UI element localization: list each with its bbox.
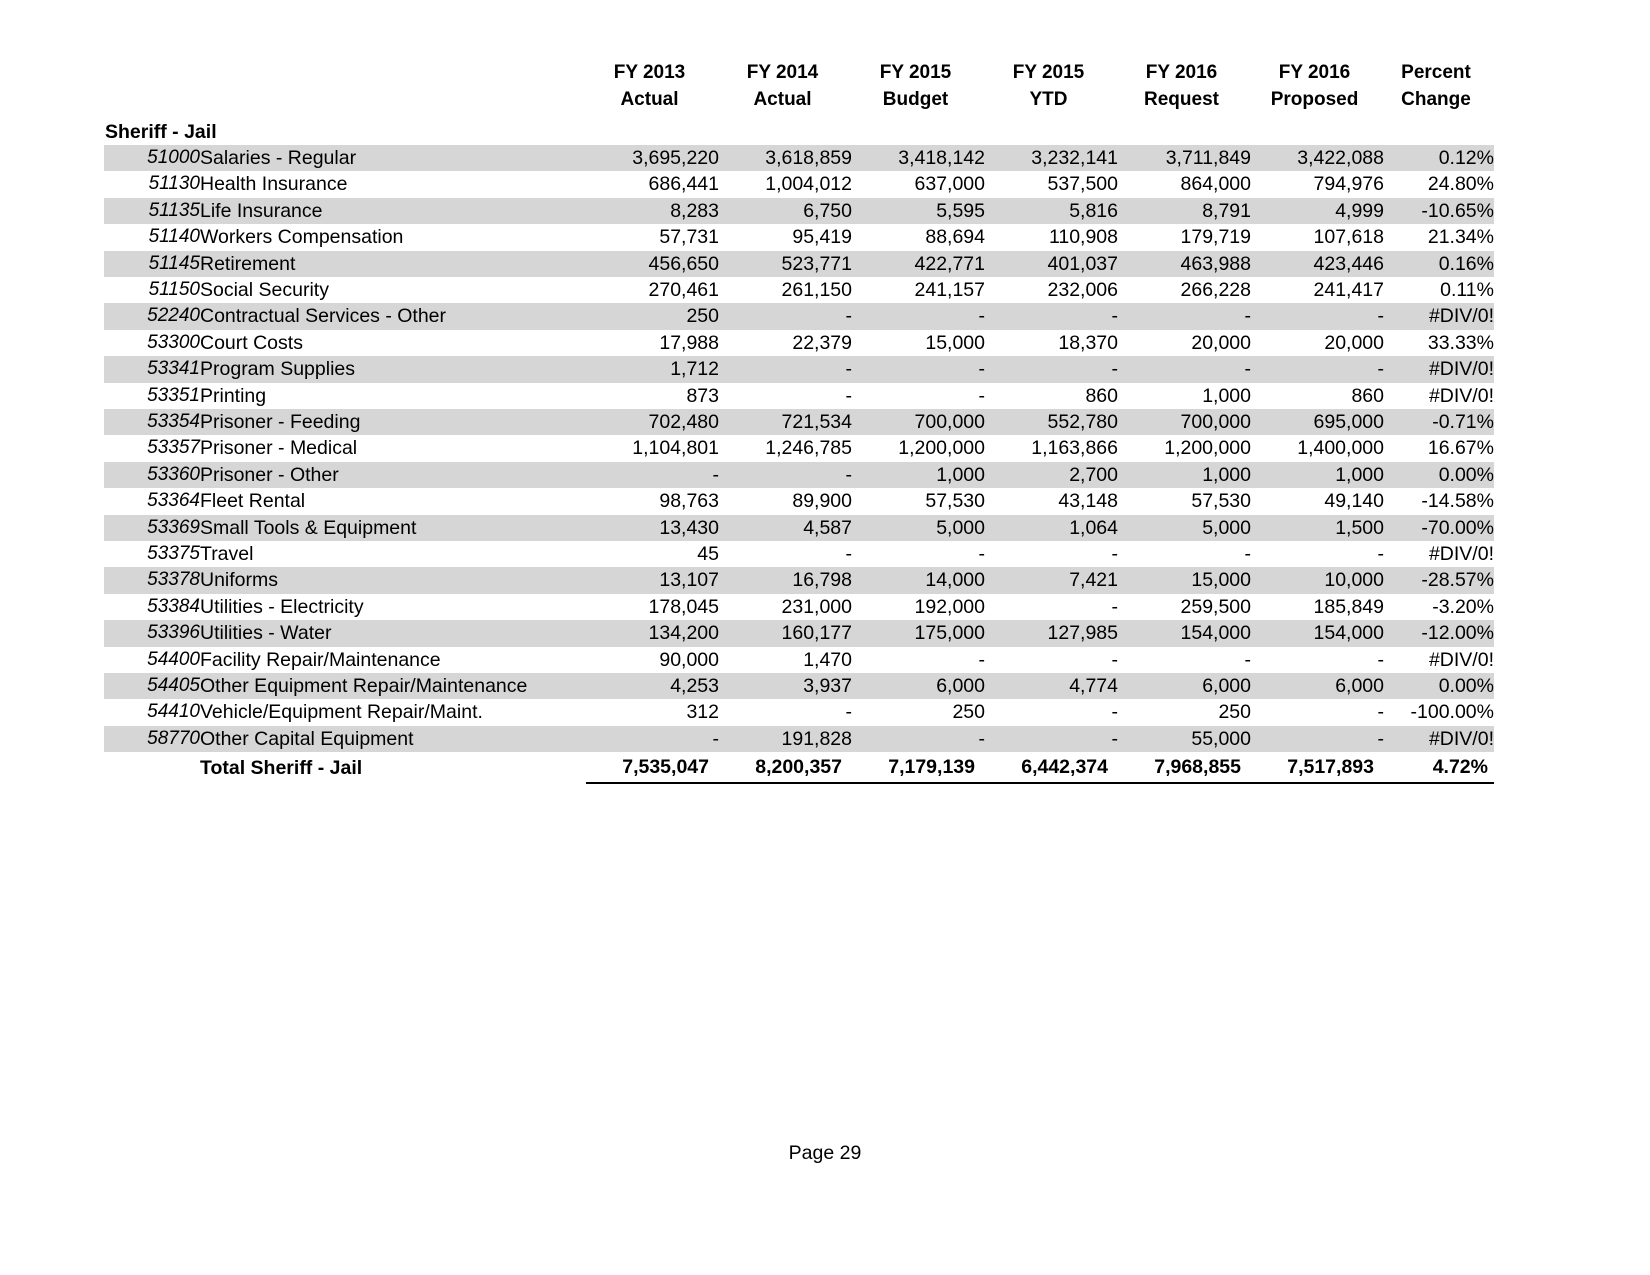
cell-fy2013-actual: 98,763 xyxy=(586,488,719,514)
account-code: 53375 xyxy=(104,541,200,567)
table-row xyxy=(104,699,1494,725)
cell-fy2014-actual: 6,750 xyxy=(719,198,852,224)
cell-fy2013-actual: 45 xyxy=(586,541,719,567)
account-description: Utilities - Electricity xyxy=(200,594,586,620)
cell-percent-change: -14.58% xyxy=(1384,488,1494,514)
table-row xyxy=(104,462,1494,488)
cell-fy2015-budget: 14,000 xyxy=(852,567,985,593)
cell-fy2016-request: 5,000 xyxy=(1118,515,1251,541)
account-description: Prisoner - Medical xyxy=(200,435,586,461)
total-fy2016-proposed: 7,517,893 xyxy=(1251,752,1384,783)
table-row xyxy=(104,594,1494,620)
cell-fy2015-budget: 5,595 xyxy=(852,198,985,224)
cell-fy2015-ytd: - xyxy=(985,647,1118,673)
cell-percent-change: 0.00% xyxy=(1384,462,1494,488)
total-fy2013-actual: 7,535,047 xyxy=(586,752,719,783)
cell-fy2014-actual: 261,150 xyxy=(719,277,852,303)
cell-fy2014-actual: - xyxy=(719,303,852,329)
cell-fy2013-actual: 90,000 xyxy=(586,647,719,673)
header-line-2: Request xyxy=(1144,88,1219,110)
cell-fy2014-actual: - xyxy=(719,541,852,567)
cell-fy2014-actual: 3,937 xyxy=(719,673,852,699)
account-code: 54405 xyxy=(104,673,200,699)
account-description: Utilities - Water xyxy=(200,620,586,646)
cell-fy2015-ytd: 127,985 xyxy=(985,620,1118,646)
cell-fy2014-actual: 4,587 xyxy=(719,515,852,541)
cell-fy2015-ytd: 1,064 xyxy=(985,515,1118,541)
table-row xyxy=(104,224,1494,250)
cell-fy2015-budget: 1,000 xyxy=(852,462,985,488)
account-description: Small Tools & Equipment xyxy=(200,515,586,541)
cell-fy2015-ytd: 3,232,141 xyxy=(985,145,1118,171)
table-row xyxy=(104,488,1494,514)
account-description: Retirement xyxy=(200,251,586,277)
table-row xyxy=(104,198,1494,224)
budget-table xyxy=(104,60,1494,784)
cell-percent-change: -70.00% xyxy=(1384,515,1494,541)
cell-fy2015-ytd: 110,908 xyxy=(985,224,1118,250)
table-row xyxy=(104,145,1494,171)
total-fy2015-ytd: 6,442,374 xyxy=(985,752,1118,783)
cell-fy2015-ytd: - xyxy=(985,699,1118,725)
cell-fy2015-budget: 3,418,142 xyxy=(852,145,985,171)
cell-percent-change: 0.11% xyxy=(1384,277,1494,303)
table-row xyxy=(104,515,1494,541)
account-code: 53396 xyxy=(104,620,200,646)
cell-fy2014-actual: 160,177 xyxy=(719,620,852,646)
cell-fy2015-ytd: 4,774 xyxy=(985,673,1118,699)
cell-fy2016-request: 864,000 xyxy=(1118,171,1251,197)
cell-fy2016-request: 55,000 xyxy=(1118,726,1251,752)
cell-fy2015-budget: - xyxy=(852,383,985,409)
cell-fy2014-actual: 523,771 xyxy=(719,251,852,277)
cell-fy2013-actual: 270,461 xyxy=(586,277,719,303)
cell-fy2013-actual: - xyxy=(586,462,719,488)
cell-fy2016-proposed: 3,422,088 xyxy=(1251,145,1384,171)
account-description: Printing xyxy=(200,383,586,409)
cell-fy2013-actual: 1,712 xyxy=(586,356,719,382)
cell-fy2016-request: 57,530 xyxy=(1118,488,1251,514)
cell-fy2016-proposed: 860 xyxy=(1251,383,1384,409)
table-row xyxy=(104,726,1494,752)
cell-percent-change: -100.00% xyxy=(1384,699,1494,725)
account-code: 51150 xyxy=(104,277,200,303)
column-header-fy2015-budget xyxy=(852,60,985,114)
cell-fy2016-request: 1,000 xyxy=(1118,462,1251,488)
table-row xyxy=(104,356,1494,382)
cell-percent-change: 0.00% xyxy=(1384,673,1494,699)
table-header xyxy=(104,60,1494,114)
cell-fy2015-budget: - xyxy=(852,356,985,382)
header-line-2: Change xyxy=(1401,88,1471,110)
cell-percent-change: 0.12% xyxy=(1384,145,1494,171)
cell-fy2013-actual: 3,695,220 xyxy=(586,145,719,171)
cell-fy2016-request: 6,000 xyxy=(1118,673,1251,699)
cell-percent-change: -3.20% xyxy=(1384,594,1494,620)
cell-fy2014-actual: 89,900 xyxy=(719,488,852,514)
cell-fy2016-request: 3,711,849 xyxy=(1118,145,1251,171)
account-code: 51140 xyxy=(104,224,200,250)
cell-fy2016-request: 259,500 xyxy=(1118,594,1251,620)
cell-fy2016-proposed: 1,500 xyxy=(1251,515,1384,541)
section-title: Sheriff - Jail xyxy=(104,114,1494,145)
cell-fy2015-budget: - xyxy=(852,726,985,752)
account-description: Vehicle/Equipment Repair/Maint. xyxy=(200,699,586,725)
cell-fy2016-proposed: 10,000 xyxy=(1251,567,1384,593)
header-line-1: FY 2016 xyxy=(1145,62,1218,83)
account-code: 53300 xyxy=(104,330,200,356)
account-description: Fleet Rental xyxy=(200,488,586,514)
cell-fy2015-ytd: 18,370 xyxy=(985,330,1118,356)
account-code: 54400 xyxy=(104,647,200,673)
header-line-1: FY 2016 xyxy=(1278,62,1351,83)
cell-fy2014-actual: 3,618,859 xyxy=(719,145,852,171)
cell-fy2014-actual: 191,828 xyxy=(719,726,852,752)
cell-fy2015-ytd: - xyxy=(985,541,1118,567)
cell-percent-change: #DIV/0! xyxy=(1384,303,1494,329)
cell-fy2013-actual: 57,731 xyxy=(586,224,719,250)
cell-fy2016-proposed: - xyxy=(1251,726,1384,752)
column-header-fy2015-ytd xyxy=(985,60,1118,114)
account-code: 52240 xyxy=(104,303,200,329)
header-line-1: FY 2013 xyxy=(613,62,686,83)
cell-fy2016-proposed: - xyxy=(1251,303,1384,329)
cell-fy2016-request: - xyxy=(1118,541,1251,567)
cell-fy2016-proposed: - xyxy=(1251,356,1384,382)
cell-percent-change: 0.16% xyxy=(1384,251,1494,277)
cell-fy2016-request: 20,000 xyxy=(1118,330,1251,356)
cell-percent-change: 16.67% xyxy=(1384,435,1494,461)
cell-fy2016-proposed: 49,140 xyxy=(1251,488,1384,514)
total-row xyxy=(104,752,1494,783)
total-percent-change: 4.72% xyxy=(1384,752,1494,783)
account-code: 53351 xyxy=(104,383,200,409)
account-code: 53357 xyxy=(104,435,200,461)
header-line-1: FY 2014 xyxy=(746,62,819,83)
table-row xyxy=(104,277,1494,303)
account-description: Travel xyxy=(200,541,586,567)
cell-fy2016-proposed: 20,000 xyxy=(1251,330,1384,356)
account-code: 53341 xyxy=(104,356,200,382)
cell-fy2013-actual: 250 xyxy=(586,303,719,329)
cell-fy2013-actual: 4,253 xyxy=(586,673,719,699)
column-header-fy2014-actual xyxy=(719,60,852,114)
cell-fy2015-budget: - xyxy=(852,647,985,673)
cell-fy2016-proposed: - xyxy=(1251,647,1384,673)
account-code: 53364 xyxy=(104,488,200,514)
cell-fy2016-request: - xyxy=(1118,647,1251,673)
cell-fy2015-ytd: 860 xyxy=(985,383,1118,409)
header-line-1: FY 2015 xyxy=(879,62,952,83)
cell-fy2014-actual: - xyxy=(719,699,852,725)
cell-fy2016-proposed: 423,446 xyxy=(1251,251,1384,277)
account-code: 51135 xyxy=(104,198,200,224)
cell-fy2015-ytd: 5,816 xyxy=(985,198,1118,224)
cell-fy2016-proposed: 185,849 xyxy=(1251,594,1384,620)
cell-fy2015-budget: 422,771 xyxy=(852,251,985,277)
cell-fy2016-request: 463,988 xyxy=(1118,251,1251,277)
cell-fy2015-ytd: 552,780 xyxy=(985,409,1118,435)
total-fy2014-actual: 8,200,357 xyxy=(719,752,852,783)
cell-fy2013-actual: 873 xyxy=(586,383,719,409)
header-line-2: Proposed xyxy=(1270,88,1359,110)
cell-percent-change: #DIV/0! xyxy=(1384,356,1494,382)
cell-fy2013-actual: 134,200 xyxy=(586,620,719,646)
cell-fy2016-proposed: 4,999 xyxy=(1251,198,1384,224)
table-row xyxy=(104,409,1494,435)
cell-fy2014-actual: 1,470 xyxy=(719,647,852,673)
account-code: 51145 xyxy=(104,251,200,277)
header-line-2: Actual xyxy=(753,88,812,110)
table-row xyxy=(104,620,1494,646)
cell-fy2014-actual: 22,379 xyxy=(719,330,852,356)
account-description: Prisoner - Feeding xyxy=(200,409,586,435)
cell-fy2016-request: 15,000 xyxy=(1118,567,1251,593)
cell-fy2016-request: 1,200,000 xyxy=(1118,435,1251,461)
page-footer: Page 29 xyxy=(788,1142,862,1164)
cell-fy2015-budget: 241,157 xyxy=(852,277,985,303)
header-row xyxy=(104,60,1494,114)
table-row xyxy=(104,435,1494,461)
cell-percent-change: #DIV/0! xyxy=(1384,541,1494,567)
cell-fy2016-request: 1,000 xyxy=(1118,383,1251,409)
cell-fy2013-actual: 312 xyxy=(586,699,719,725)
cell-fy2015-ytd: 232,006 xyxy=(985,277,1118,303)
cell-fy2016-proposed: 794,976 xyxy=(1251,171,1384,197)
cell-fy2015-budget: 57,530 xyxy=(852,488,985,514)
column-header-fy2013-actual xyxy=(586,60,719,114)
cell-fy2013-actual: 8,283 xyxy=(586,198,719,224)
table-body xyxy=(104,114,1494,783)
account-description: Uniforms xyxy=(200,567,586,593)
cell-fy2015-budget: 15,000 xyxy=(852,330,985,356)
cell-fy2014-actual: 1,004,012 xyxy=(719,171,852,197)
cell-fy2015-ytd: - xyxy=(985,726,1118,752)
cell-percent-change: #DIV/0! xyxy=(1384,726,1494,752)
cell-fy2015-ytd: - xyxy=(985,356,1118,382)
cell-fy2014-actual: 721,534 xyxy=(719,409,852,435)
cell-fy2015-budget: 6,000 xyxy=(852,673,985,699)
table-row xyxy=(104,330,1494,356)
cell-percent-change: 33.33% xyxy=(1384,330,1494,356)
cell-fy2016-request: 179,719 xyxy=(1118,224,1251,250)
cell-fy2013-actual: 702,480 xyxy=(586,409,719,435)
section-title-row xyxy=(104,114,1494,145)
cell-percent-change: #DIV/0! xyxy=(1384,383,1494,409)
account-description: Prisoner - Other xyxy=(200,462,586,488)
account-code: 53369 xyxy=(104,515,200,541)
cell-percent-change: #DIV/0! xyxy=(1384,647,1494,673)
cell-fy2013-actual: 178,045 xyxy=(586,594,719,620)
cell-fy2016-proposed: - xyxy=(1251,699,1384,725)
cell-fy2014-actual: - xyxy=(719,462,852,488)
account-code: 58770 xyxy=(104,726,200,752)
cell-fy2015-budget: 700,000 xyxy=(852,409,985,435)
column-header-code xyxy=(104,60,200,114)
cell-fy2013-actual: 1,104,801 xyxy=(586,435,719,461)
account-description: Facility Repair/Maintenance xyxy=(200,647,586,673)
account-code: 54410 xyxy=(104,699,200,725)
cell-fy2014-actual: 95,419 xyxy=(719,224,852,250)
table-row xyxy=(104,673,1494,699)
header-line-2: YTD xyxy=(1029,88,1068,110)
cell-fy2015-budget: 175,000 xyxy=(852,620,985,646)
account-description: Social Security xyxy=(200,277,586,303)
cell-percent-change: -28.57% xyxy=(1384,567,1494,593)
cell-fy2015-ytd: 537,500 xyxy=(985,171,1118,197)
cell-fy2015-budget: - xyxy=(852,541,985,567)
account-code: 51130 xyxy=(104,171,200,197)
cell-fy2015-ytd: 401,037 xyxy=(985,251,1118,277)
cell-fy2014-actual: 231,000 xyxy=(719,594,852,620)
cell-fy2013-actual: 686,441 xyxy=(586,171,719,197)
cell-fy2014-actual: 1,246,785 xyxy=(719,435,852,461)
cell-fy2016-request: 266,228 xyxy=(1118,277,1251,303)
column-header-percent-change xyxy=(1384,60,1494,114)
header-line-2: Budget xyxy=(882,88,949,110)
cell-fy2016-request: - xyxy=(1118,303,1251,329)
cell-fy2016-proposed: 695,000 xyxy=(1251,409,1384,435)
column-header-fy2016-request xyxy=(1118,60,1251,114)
account-description: Program Supplies xyxy=(200,356,586,382)
account-description: Contractual Services - Other xyxy=(200,303,586,329)
cell-fy2015-budget: - xyxy=(852,303,985,329)
cell-fy2016-request: - xyxy=(1118,356,1251,382)
cell-fy2014-actual: - xyxy=(719,356,852,382)
account-description: Other Capital Equipment xyxy=(200,726,586,752)
cell-fy2015-ytd: - xyxy=(985,594,1118,620)
cell-fy2016-request: 154,000 xyxy=(1118,620,1251,646)
cell-fy2015-ytd: 2,700 xyxy=(985,462,1118,488)
header-line-2: Actual xyxy=(620,88,679,110)
table-row xyxy=(104,647,1494,673)
account-description: Court Costs xyxy=(200,330,586,356)
cell-percent-change: -0.71% xyxy=(1384,409,1494,435)
account-code: 51000 xyxy=(104,145,200,171)
cell-fy2013-actual: 13,430 xyxy=(586,515,719,541)
cell-fy2015-ytd: 1,163,866 xyxy=(985,435,1118,461)
total-code-spacer xyxy=(104,752,200,783)
total-label: Total Sheriff - Jail xyxy=(200,752,586,783)
cell-fy2015-budget: 88,694 xyxy=(852,224,985,250)
cell-percent-change: 24.80% xyxy=(1384,171,1494,197)
cell-fy2014-actual: - xyxy=(719,383,852,409)
cell-fy2016-request: 700,000 xyxy=(1118,409,1251,435)
account-code: 53378 xyxy=(104,567,200,593)
account-description: Salaries - Regular xyxy=(200,145,586,171)
table-row xyxy=(104,171,1494,197)
cell-fy2016-proposed: 6,000 xyxy=(1251,673,1384,699)
cell-fy2013-actual: 456,650 xyxy=(586,251,719,277)
cell-fy2016-proposed: 1,400,000 xyxy=(1251,435,1384,461)
cell-fy2015-budget: 1,200,000 xyxy=(852,435,985,461)
cell-fy2015-budget: 5,000 xyxy=(852,515,985,541)
column-header-description xyxy=(200,60,586,114)
table-row xyxy=(104,303,1494,329)
account-description: Workers Compensation xyxy=(200,224,586,250)
cell-percent-change: -10.65% xyxy=(1384,198,1494,224)
total-fy2015-budget: 7,179,139 xyxy=(852,752,985,783)
cell-fy2015-ytd: - xyxy=(985,303,1118,329)
cell-fy2015-budget: 250 xyxy=(852,699,985,725)
cell-fy2015-budget: 192,000 xyxy=(852,594,985,620)
cell-fy2016-request: 8,791 xyxy=(1118,198,1251,224)
cell-fy2015-ytd: 43,148 xyxy=(985,488,1118,514)
cell-fy2016-proposed: 107,618 xyxy=(1251,224,1384,250)
account-description: Life Insurance xyxy=(200,198,586,224)
column-header-fy2016-proposed xyxy=(1251,60,1384,114)
table-row xyxy=(104,383,1494,409)
account-code: 53384 xyxy=(104,594,200,620)
header-line-1: Percent xyxy=(1401,62,1471,83)
cell-fy2016-request: 250 xyxy=(1118,699,1251,725)
cell-fy2016-proposed: 1,000 xyxy=(1251,462,1384,488)
table-row xyxy=(104,251,1494,277)
cell-percent-change: -12.00% xyxy=(1384,620,1494,646)
cell-fy2014-actual: 16,798 xyxy=(719,567,852,593)
account-description: Health Insurance xyxy=(200,171,586,197)
cell-fy2013-actual: - xyxy=(586,726,719,752)
cell-fy2016-proposed: 241,417 xyxy=(1251,277,1384,303)
cell-fy2016-proposed: - xyxy=(1251,541,1384,567)
header-line-1: FY 2015 xyxy=(1012,62,1085,83)
cell-fy2015-budget: 637,000 xyxy=(852,171,985,197)
cell-fy2013-actual: 17,988 xyxy=(586,330,719,356)
cell-fy2015-ytd: 7,421 xyxy=(985,567,1118,593)
cell-fy2016-proposed: 154,000 xyxy=(1251,620,1384,646)
table-row xyxy=(104,567,1494,593)
account-code: 53354 xyxy=(104,409,200,435)
cell-percent-change: 21.34% xyxy=(1384,224,1494,250)
account-description: Other Equipment Repair/Maintenance xyxy=(200,673,586,699)
account-code: 53360 xyxy=(104,462,200,488)
total-fy2016-request: 7,968,855 xyxy=(1118,752,1251,783)
table-row xyxy=(104,541,1494,567)
cell-fy2013-actual: 13,107 xyxy=(586,567,719,593)
